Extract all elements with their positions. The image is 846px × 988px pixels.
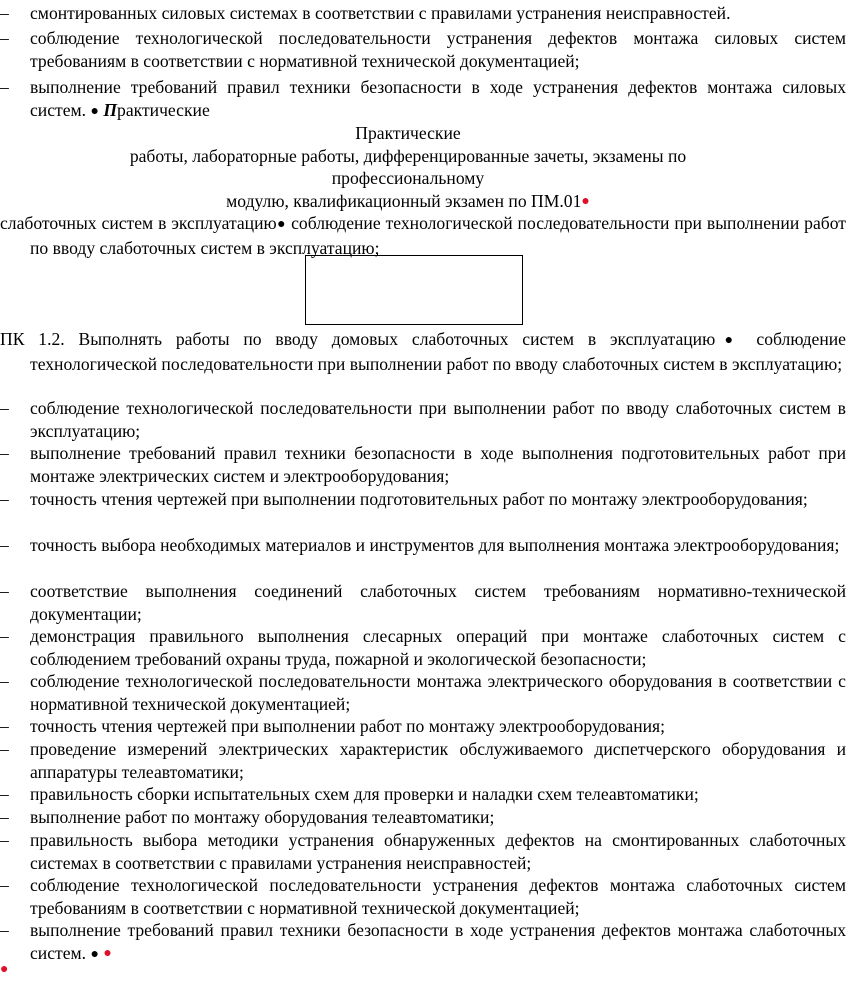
bold-letter: П [103, 99, 118, 120]
dash-marker: – [0, 77, 9, 97]
paragraph-text: слаботочных систем в эксплуатацию [0, 213, 277, 233]
paragraph-text: соблюдение технологической последовательности при выполнении работ по вводу слаботочных систем в эксплуатацию; [30, 213, 846, 258]
list-item [0, 874, 846, 919]
list-item-text: выполнение требований правил техники безопасности в ходе устранения дефектов монтажа слаботочных систем. [30, 920, 846, 963]
paragraph-text: соблюдение технологической последовательности при выполнении работ по вводу слаботочных систем в эксплуатацию; [30, 329, 846, 374]
list-item [0, 783, 846, 806]
heading-line-text: модулю, квалификационный экзамен по ПМ.01 [226, 190, 582, 211]
list-item-text: точность чтения чертежей при выполнении работ по монтажу электрооборудования; [30, 716, 666, 736]
dash-marker: – [0, 489, 9, 509]
dash-marker: – [0, 443, 9, 463]
dash-marker: – [0, 626, 9, 646]
dash-marker: – [0, 739, 9, 759]
list-item [0, 919, 846, 966]
dash-marker: – [0, 807, 9, 827]
list-item-text: выполнение требований правил техники безопасности в ходе выполнения подготовительных работ при монтаже электрических систем и электрооборудования; [30, 443, 846, 486]
red-dot-icon: ● [581, 193, 590, 209]
dash-marker: – [0, 535, 9, 555]
tail-text: рактические [117, 99, 210, 120]
list-item-text: правильность сборки испытательных схем для проверки и наладки схем телеавтоматики; [30, 784, 699, 804]
heading-line: профессиональному [331, 168, 485, 189]
list-item-text: правильность выбора методики устранения обнаруженных дефектов на смонтированных слаботочных системах в соответствии с правилами устранения неисправностей; [30, 830, 846, 873]
list-item-text: выполнение работ по монтажу оборудования телеавтоматики; [30, 807, 495, 827]
list-item [0, 580, 846, 625]
list-item-text: точность выбора необходимых материалов и инструментов для выполнения монтажа электрооборудования; [30, 535, 840, 555]
dash-marker: – [0, 28, 9, 48]
list-item-text: демонстрация правильного выполнения слесарных операций при монтаже слаботочных систем с соблюдением требований охраны труда, пожарной и экологической безопасности; [30, 626, 846, 669]
trailing-mark [0, 962, 8, 980]
heading-line [0, 190, 816, 214]
dash-marker: – [0, 671, 9, 691]
list-item-text: соблюдение технологической последовательности устранения дефектов монтажа слаботочных систем требованиям в соответствии с нормативной технической документацией; [30, 875, 846, 918]
list-item [0, 534, 846, 557]
list-item-text: проведение измерений электрических характеристик обслуживаемого диспетчерского оборудования и аппаратуры телеавтоматики; [30, 739, 846, 782]
list-item-text: выполнение требований правил техники безопасности в ходе устранения дефектов монтажа силовых систем. [30, 77, 846, 120]
list-item [0, 738, 846, 783]
red-dot-icon: ● [103, 945, 112, 961]
list-item [0, 488, 846, 511]
list-item [0, 76, 846, 123]
dash-marker: – [0, 920, 9, 940]
list-item [0, 806, 846, 829]
list-item-text: соблюдение технологической последовательности при выполнении работ по вводу слаботочных систем в эксплуатацию; [30, 398, 846, 441]
empty-frame [305, 255, 523, 325]
dash-marker: – [0, 830, 9, 850]
list-item [0, 715, 846, 738]
list-item [0, 829, 846, 874]
red-dot-icon: ● [0, 962, 9, 977]
list-item-text: смонтированных силовых системах в соответствии с правилами устранения неисправностей. [30, 3, 731, 23]
dash-marker: – [0, 784, 9, 804]
list-item [0, 27, 846, 72]
section-heading [0, 122, 816, 213]
bullet-icon: ● [90, 103, 99, 119]
dash-marker: – [0, 3, 9, 23]
pk-paragraph [0, 328, 846, 375]
paragraph [0, 212, 846, 259]
list-item [0, 625, 846, 670]
list-item [0, 2, 846, 25]
list-item-text: соблюдение технологической последовательности монтажа электрического оборудования в соответствии с нормативной технической документацией; [30, 671, 846, 714]
heading-line: работы, лабораторные работы, дифференцированные зачеты, экзамены по [129, 145, 687, 166]
bullet-icon: ● [715, 333, 743, 348]
list-item-text: точность чтения чертежей при выполнении подготовительных работ по монтажу электрооборудования; [30, 489, 808, 509]
list-item [0, 397, 846, 442]
bullet-icon: ● [90, 946, 99, 962]
dash-marker: – [0, 875, 9, 895]
list-item-text: соответствие выполнения соединений слаботочных систем требованиям нормативно-технической документации; [30, 581, 846, 624]
list-item-text: соблюдение технологической последовательности устранения дефектов монтажа силовых систем требованиям в соответствии с нормативной технической документацией; [30, 28, 846, 71]
paragraph-text: ПК 1.2. Выполнять работы по вводу домовых слаботочных систем в эксплуатацию [0, 329, 716, 349]
list-item [0, 670, 846, 715]
list-item [0, 442, 846, 487]
bullet-icon: ● [276, 217, 287, 232]
dash-marker: – [0, 581, 9, 601]
dash-marker: – [0, 398, 9, 418]
dash-marker: – [0, 716, 9, 736]
heading-line: Практические [355, 123, 461, 143]
